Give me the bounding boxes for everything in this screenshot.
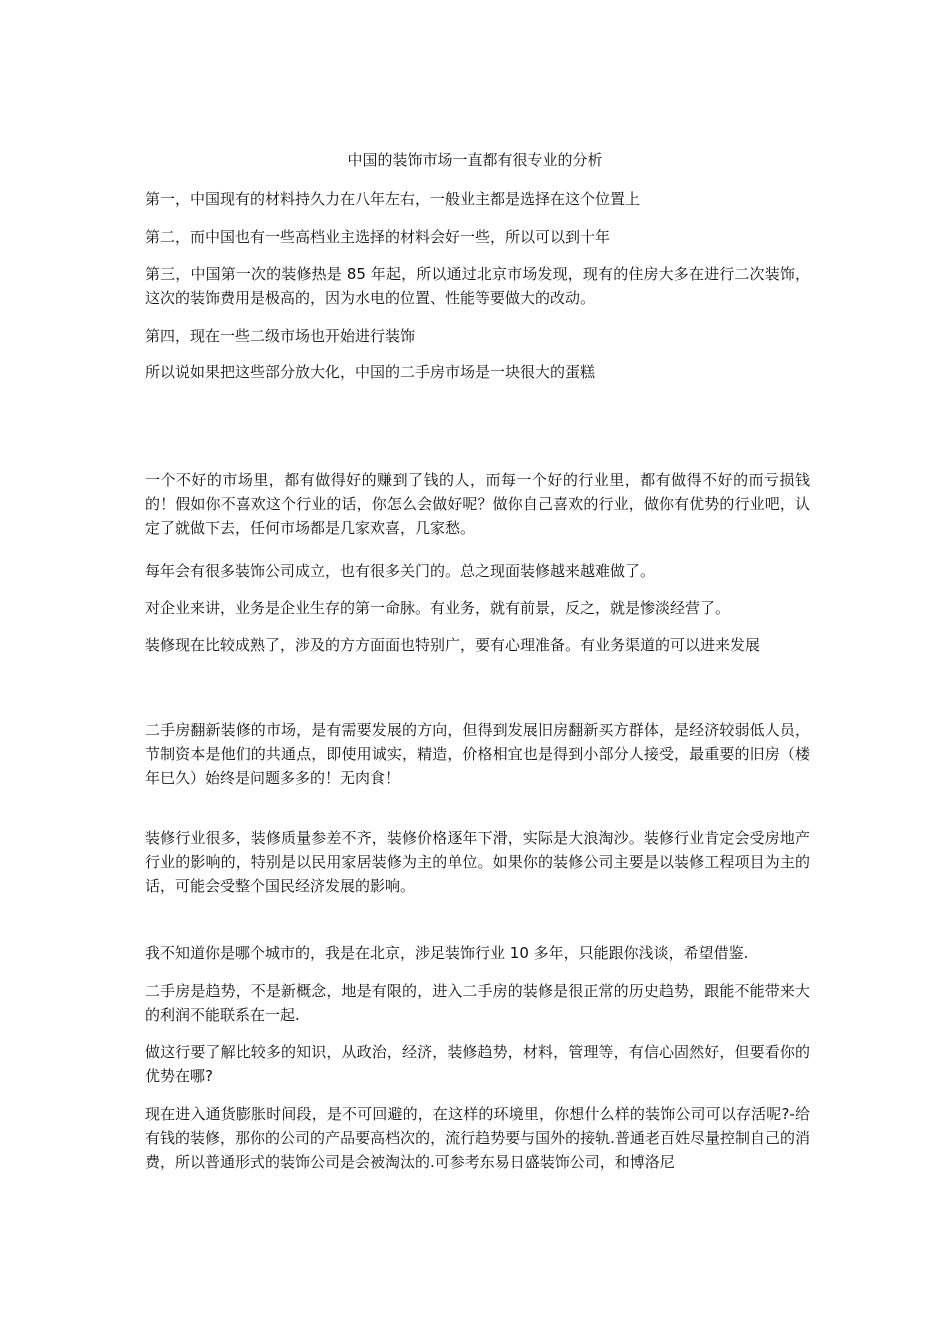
paragraph-12: 我不知道你是哪个城市的，我是在北京，涉足装饰行业 10 多年，只能跟你浅谈，希望借鉴. [145,944,749,962]
paragraph-15: 现在进入通货膨胀时间段，是不可回避的，在这样的环境里，你想什么样的装饰公司可以存活呢?-给有钱的装修，那你的公司的产品要高档次的，流行趋势要与国外的接轨.普通老百姓尽量控制自己的消费，所以普通形式的装饰公司是会被淘汰的.可参考东易日盛装饰公司，和博洛尼 [145,1105,810,1171]
paragraph-8: 对企业来讲，业务是企业生存的第一命脉。有业务，就有前景，反之，就是惨淡经营了。 [145,599,731,617]
paragraph-6: 一个不好的市场里，都有做得好的赚到了钱的人，而每一个好的行业里，都有做得不好的而亏损钱的！假如你不喜欢这个行业的话，你怎么会做好呢？做你自己喜欢的行业，做你有优势的行业吧，认定了就做下去，任何市场都是几家欢喜，几家愁。 [145,471,810,537]
paragraph-10: 二手房翻新装修的市场，是有需要发展的方向，但得到发展旧房翻新买方群体，是经济较弱低人员，节制资本是他们的共通点，即使用诚实，精造，价格相宜也是得到小部分人接受，最重要的旧房（楼年巳久）始终是问题多多的！无肉食！ [145,721,810,787]
paragraph-7: 每年会有很多装饰公司成立，也有很多关门的。总之现面装修越来越难做了。 [145,562,656,580]
document-title: 中国的装饰市场一直都有很专业的分析 [347,151,603,169]
paragraph-4: 第四，现在一些二级市场也开始进行装饰 [145,327,416,345]
paragraph-3: 第三，中国第一次的装修热是 85 年起，所以通过北京市场发现，现有的住房大多在进行二次装饰，这次的装饰费用是极高的，因为水电的位置、性能等要做大的改动。 [145,265,810,307]
paragraph-13: 二手房是趋势，不是新概念，地是有限的，进入二手房的装修是很正常的历史趋势，跟能不能带来大的利润不能联系在一起. [145,982,810,1024]
paragraph-11: 装修行业很多，装修质量参差不齐，装修价格逐年下滑，实际是大浪淘沙。装修行业肯定会受房地产行业的影响的，特别是以民用家居装修为主的单位。如果你的装修公司主要是以装修工程项目为主的话，可能会受整个国民经济发展的影响。 [145,829,810,895]
paragraph-5: 所以说如果把这些部分放大化，中国的二手房市场是一块很大的蛋糕 [145,363,596,381]
paragraph-1: 第一，中国现有的材料持久力在八年左右，一般业主都是选择在这个位置上 [145,190,641,208]
paragraph-9: 装修现在比较成熟了，涉及的方方面面也特别广，要有心理准备。有业务渠道的可以进来发展 [145,636,761,654]
paragraph-2: 第二，而中国也有一些高档业主选择的材料会好一些，所以可以到十年 [145,228,611,246]
paragraph-14: 做这行要了解比较多的知识，从政治，经济，装修趋势，材料，管理等，有信心固然好，但要看你的优势在哪? [145,1043,810,1085]
